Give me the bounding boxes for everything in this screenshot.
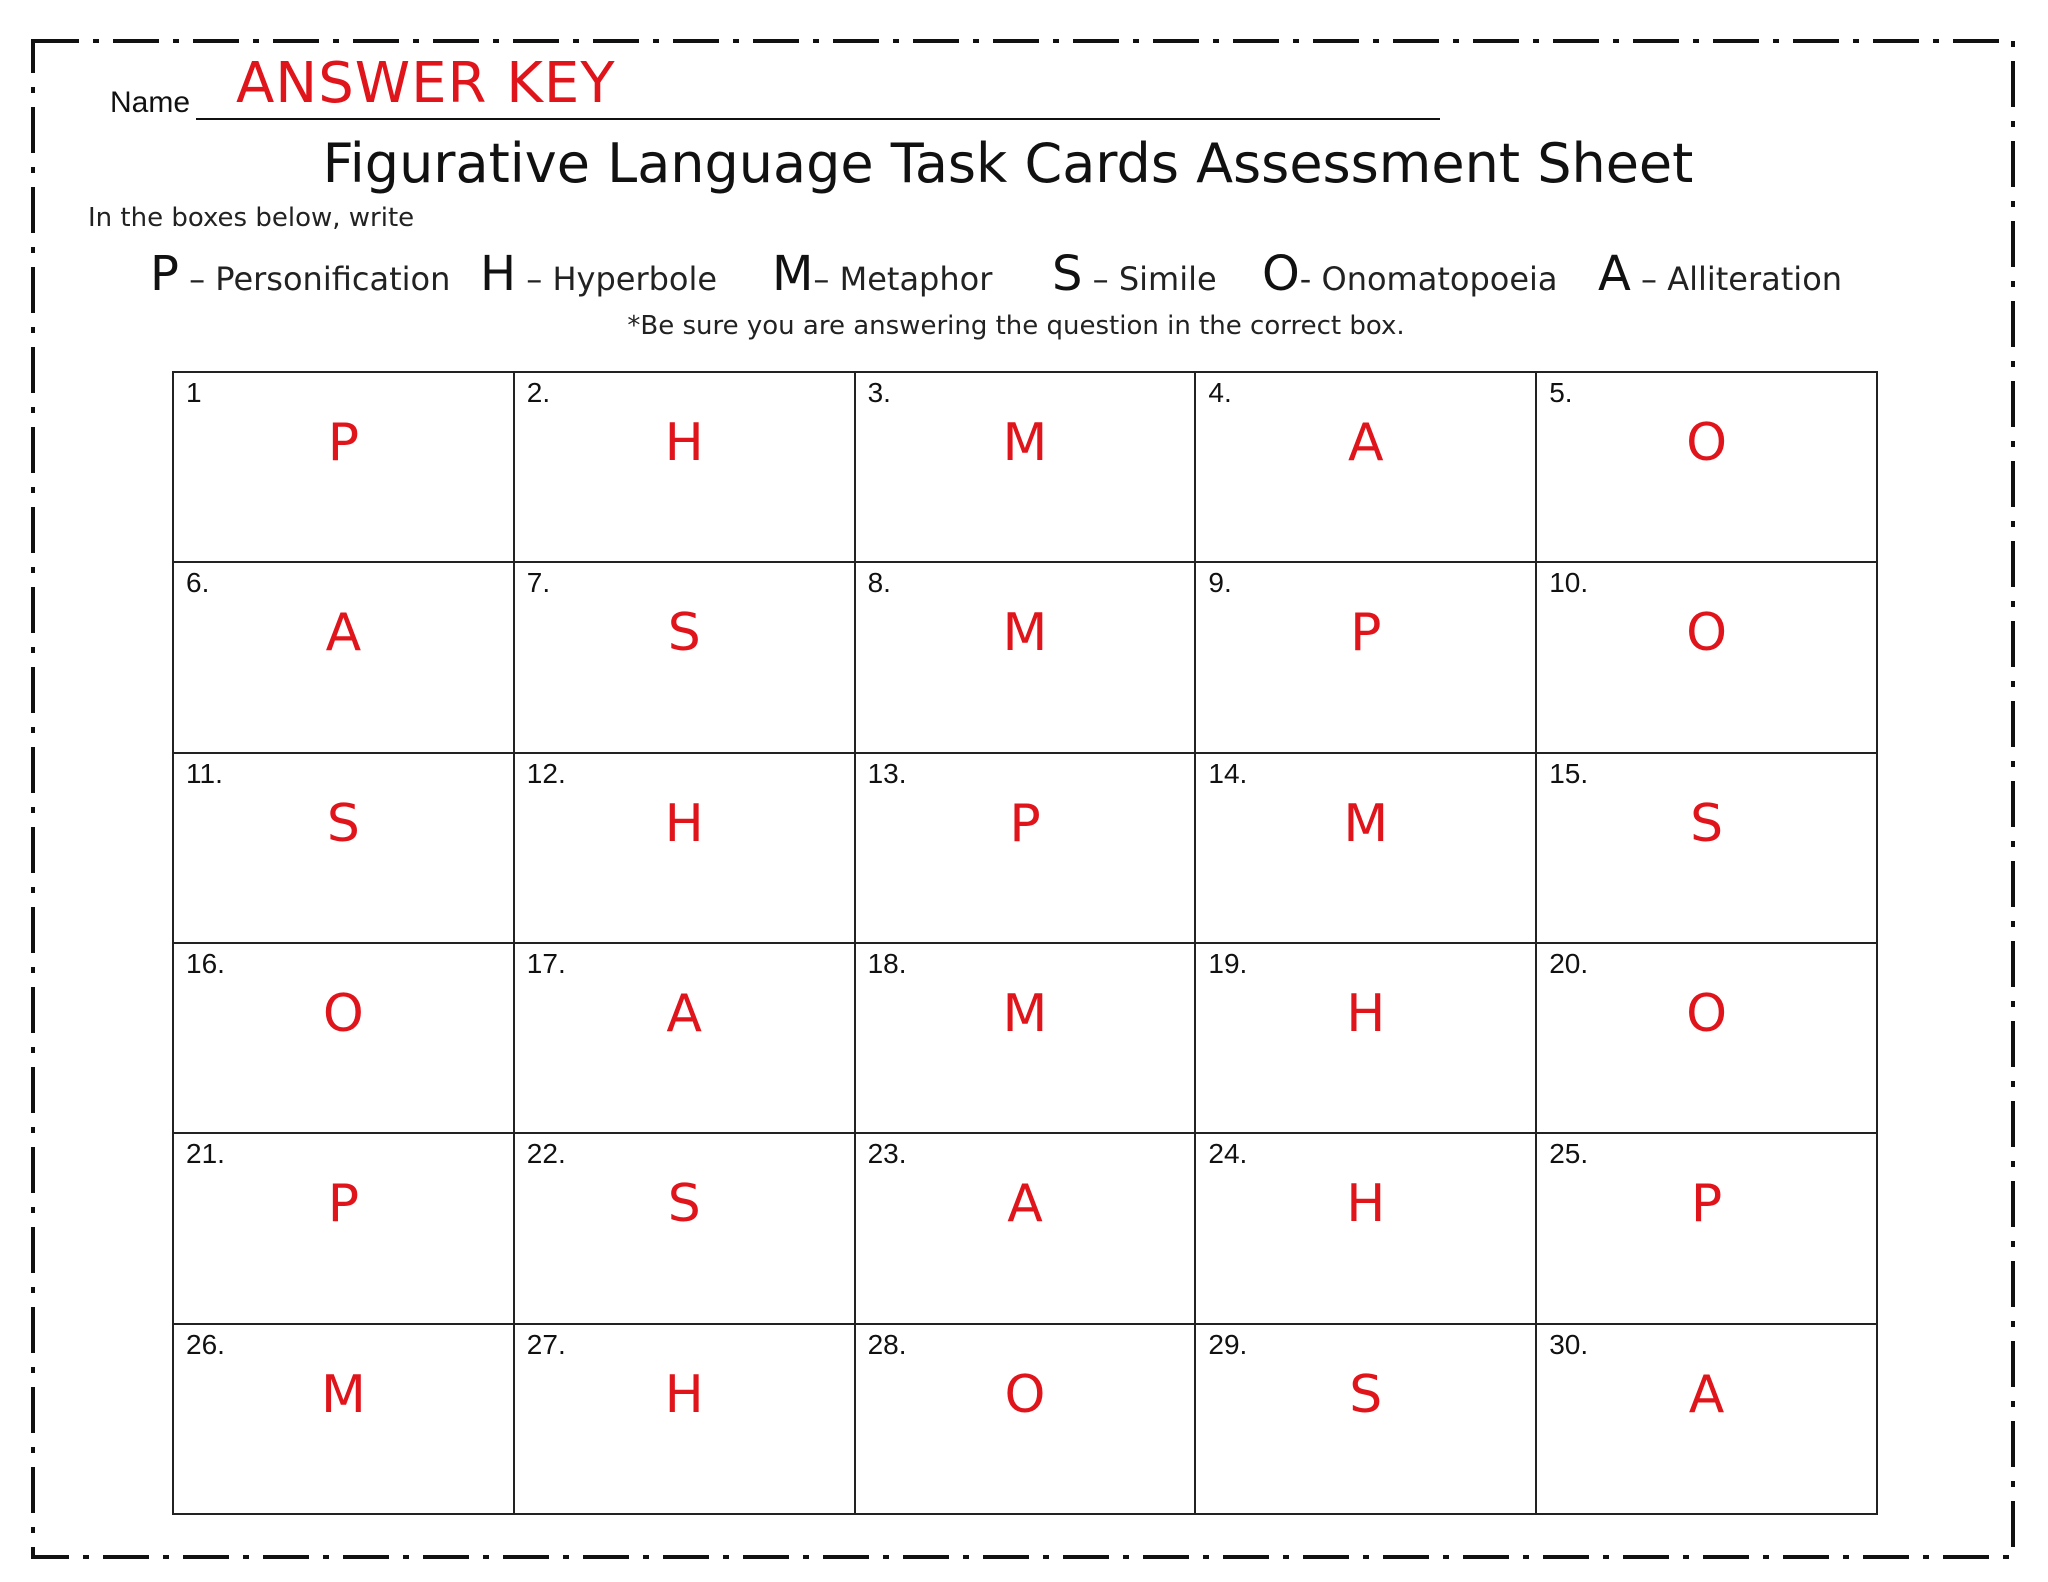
answer-cell: [515, 563, 856, 753]
cell-answer: H: [1346, 1174, 1386, 1235]
note-text: [0, 311, 2048, 341]
name-value: ANSWER KEY: [236, 51, 616, 116]
cell-number: 3.: [867, 377, 891, 408]
cell-number: 14.: [1208, 757, 1248, 789]
name-underline: [196, 118, 1440, 120]
answer-cell: [1196, 944, 1537, 1134]
cell-number: 22.: [526, 1138, 566, 1170]
cell-answer: H: [664, 1364, 704, 1425]
cell-number: 1: [186, 377, 202, 408]
legend-letter: S: [1052, 246, 1083, 302]
cell-answer: S: [1349, 1364, 1383, 1425]
answer-cell: [515, 1134, 856, 1324]
note-text-inner: *Be sure you are answering the question in the correct box.: [627, 311, 1405, 341]
answer-cell: [856, 373, 1197, 563]
answer-cell: [1196, 754, 1537, 944]
legend-letter: H: [480, 246, 517, 302]
cell-answer: A: [1348, 413, 1384, 473]
answer-cell: [515, 944, 856, 1134]
cell-number: 5.: [1549, 377, 1573, 408]
cell-number: 18.: [867, 947, 907, 979]
cell-number: 8.: [867, 567, 891, 599]
cell-answer: M: [1343, 793, 1389, 854]
cell-answer: O: [1686, 983, 1728, 1044]
cell-number: 23.: [867, 1138, 907, 1170]
instruction-text: In the boxes below, write: [88, 203, 415, 233]
answer-cell: [174, 563, 515, 753]
cell-number: 24.: [1208, 1138, 1248, 1170]
legend-letter: A: [1598, 246, 1631, 302]
cell-number: 16.: [186, 947, 225, 979]
answer-grid: [172, 371, 1878, 1515]
cell-answer: P: [1350, 603, 1382, 664]
answer-cell: [1537, 1325, 1878, 1515]
legend-item-hyperbole: [480, 246, 717, 302]
page-title: [0, 132, 2048, 195]
answer-cell: [856, 563, 1197, 753]
cell-answer: O: [1004, 1364, 1046, 1425]
legend: [150, 246, 1870, 306]
answer-cell: [1537, 754, 1878, 944]
cell-answer: S: [326, 793, 360, 854]
cell-answer: H: [664, 793, 704, 854]
legend-item-metaphor: [772, 246, 992, 302]
cell-number: 20.: [1549, 947, 1589, 979]
cell-answer: H: [664, 413, 704, 473]
legend-letter: P: [150, 246, 179, 302]
cell-number: 4.: [1208, 377, 1232, 408]
cell-number: 9.: [1208, 567, 1232, 599]
legend-text: – Simile: [1082, 260, 1217, 298]
cell-answer: M: [1002, 603, 1048, 664]
cell-number: 13.: [867, 757, 907, 789]
answer-cell: [1537, 944, 1878, 1134]
answer-cell: [174, 1134, 515, 1324]
cell-answer: A: [1688, 1364, 1725, 1425]
legend-text: – Hyperbole: [516, 260, 718, 298]
cell-number: 29.: [1208, 1328, 1248, 1360]
cell-number: 21.: [186, 1138, 225, 1170]
legend-letter: M: [772, 246, 814, 302]
answer-cell: [1196, 373, 1537, 563]
legend-text: – Alliteration: [1630, 260, 1843, 298]
answer-cell: [174, 754, 515, 944]
legend-item-simile: [1052, 246, 1217, 302]
cell-answer: M: [1002, 983, 1048, 1044]
legend-item-alliteration: [1598, 246, 1842, 302]
cell-number: 25.: [1549, 1138, 1589, 1170]
answer-cell: [174, 1325, 515, 1515]
legend-text: – Personification: [178, 260, 451, 298]
cell-answer: S: [667, 603, 701, 664]
cell-answer: O: [1686, 413, 1728, 473]
answer-cell: [174, 944, 515, 1134]
cell-number: 17.: [526, 947, 566, 979]
answer-cell: [856, 944, 1197, 1134]
cell-number: 30.: [1549, 1328, 1589, 1360]
cell-answer: P: [1009, 793, 1041, 854]
cell-number: 11.: [186, 757, 223, 789]
answer-cell: [1196, 563, 1537, 753]
cell-answer: H: [1346, 983, 1386, 1044]
answer-cell: [856, 1325, 1197, 1515]
cell-answer: P: [1690, 1174, 1723, 1235]
answer-cell: [856, 1134, 1197, 1324]
answer-cell: [1196, 1134, 1537, 1324]
answer-cell: [515, 1325, 856, 1515]
answer-cell: [1537, 1134, 1878, 1324]
cell-number: 7.: [526, 567, 551, 599]
legend-text: - Onomatopoeia: [1299, 260, 1558, 298]
answer-cell: [515, 754, 856, 944]
cell-number: 12.: [526, 757, 566, 789]
answer-cell: [174, 373, 515, 563]
cell-answer: A: [1007, 1174, 1043, 1235]
answer-cell: [1196, 1325, 1537, 1515]
cell-answer: O: [1686, 603, 1728, 664]
answer-cell: [856, 754, 1197, 944]
legend-text: – Metaphor: [813, 260, 993, 298]
cell-number: 19.: [1208, 947, 1248, 979]
page-title-text: Figurative Language Task Cards Assessment Sheet: [322, 132, 1694, 195]
cell-number: 2.: [526, 377, 551, 408]
cell-number: 28.: [867, 1328, 907, 1360]
legend-letter: O: [1262, 246, 1300, 302]
legend-item-onomatopoeia: [1262, 246, 1558, 302]
cell-number: 26.: [186, 1328, 225, 1360]
cell-answer: S: [1690, 793, 1724, 854]
answer-cell: [1537, 563, 1878, 753]
cell-number: 10.: [1549, 567, 1589, 599]
answer-cell: [1537, 373, 1878, 563]
cell-answer: M: [1002, 413, 1048, 473]
cell-number: 15.: [1549, 757, 1589, 789]
answer-cell: [515, 373, 856, 563]
cell-answer: A: [666, 983, 702, 1044]
cell-number: 6.: [186, 567, 210, 599]
cell-answer: O: [322, 983, 364, 1044]
cell-answer: P: [327, 1174, 360, 1235]
name-row: [110, 52, 1440, 124]
name-label: Name: [110, 86, 191, 119]
cell-answer: M: [320, 1364, 366, 1425]
cell-answer: S: [667, 1174, 701, 1235]
legend-item-personification: [150, 246, 450, 302]
cell-answer: A: [325, 603, 362, 664]
cell-answer: P: [327, 413, 360, 473]
cell-number: 27.: [526, 1328, 566, 1360]
